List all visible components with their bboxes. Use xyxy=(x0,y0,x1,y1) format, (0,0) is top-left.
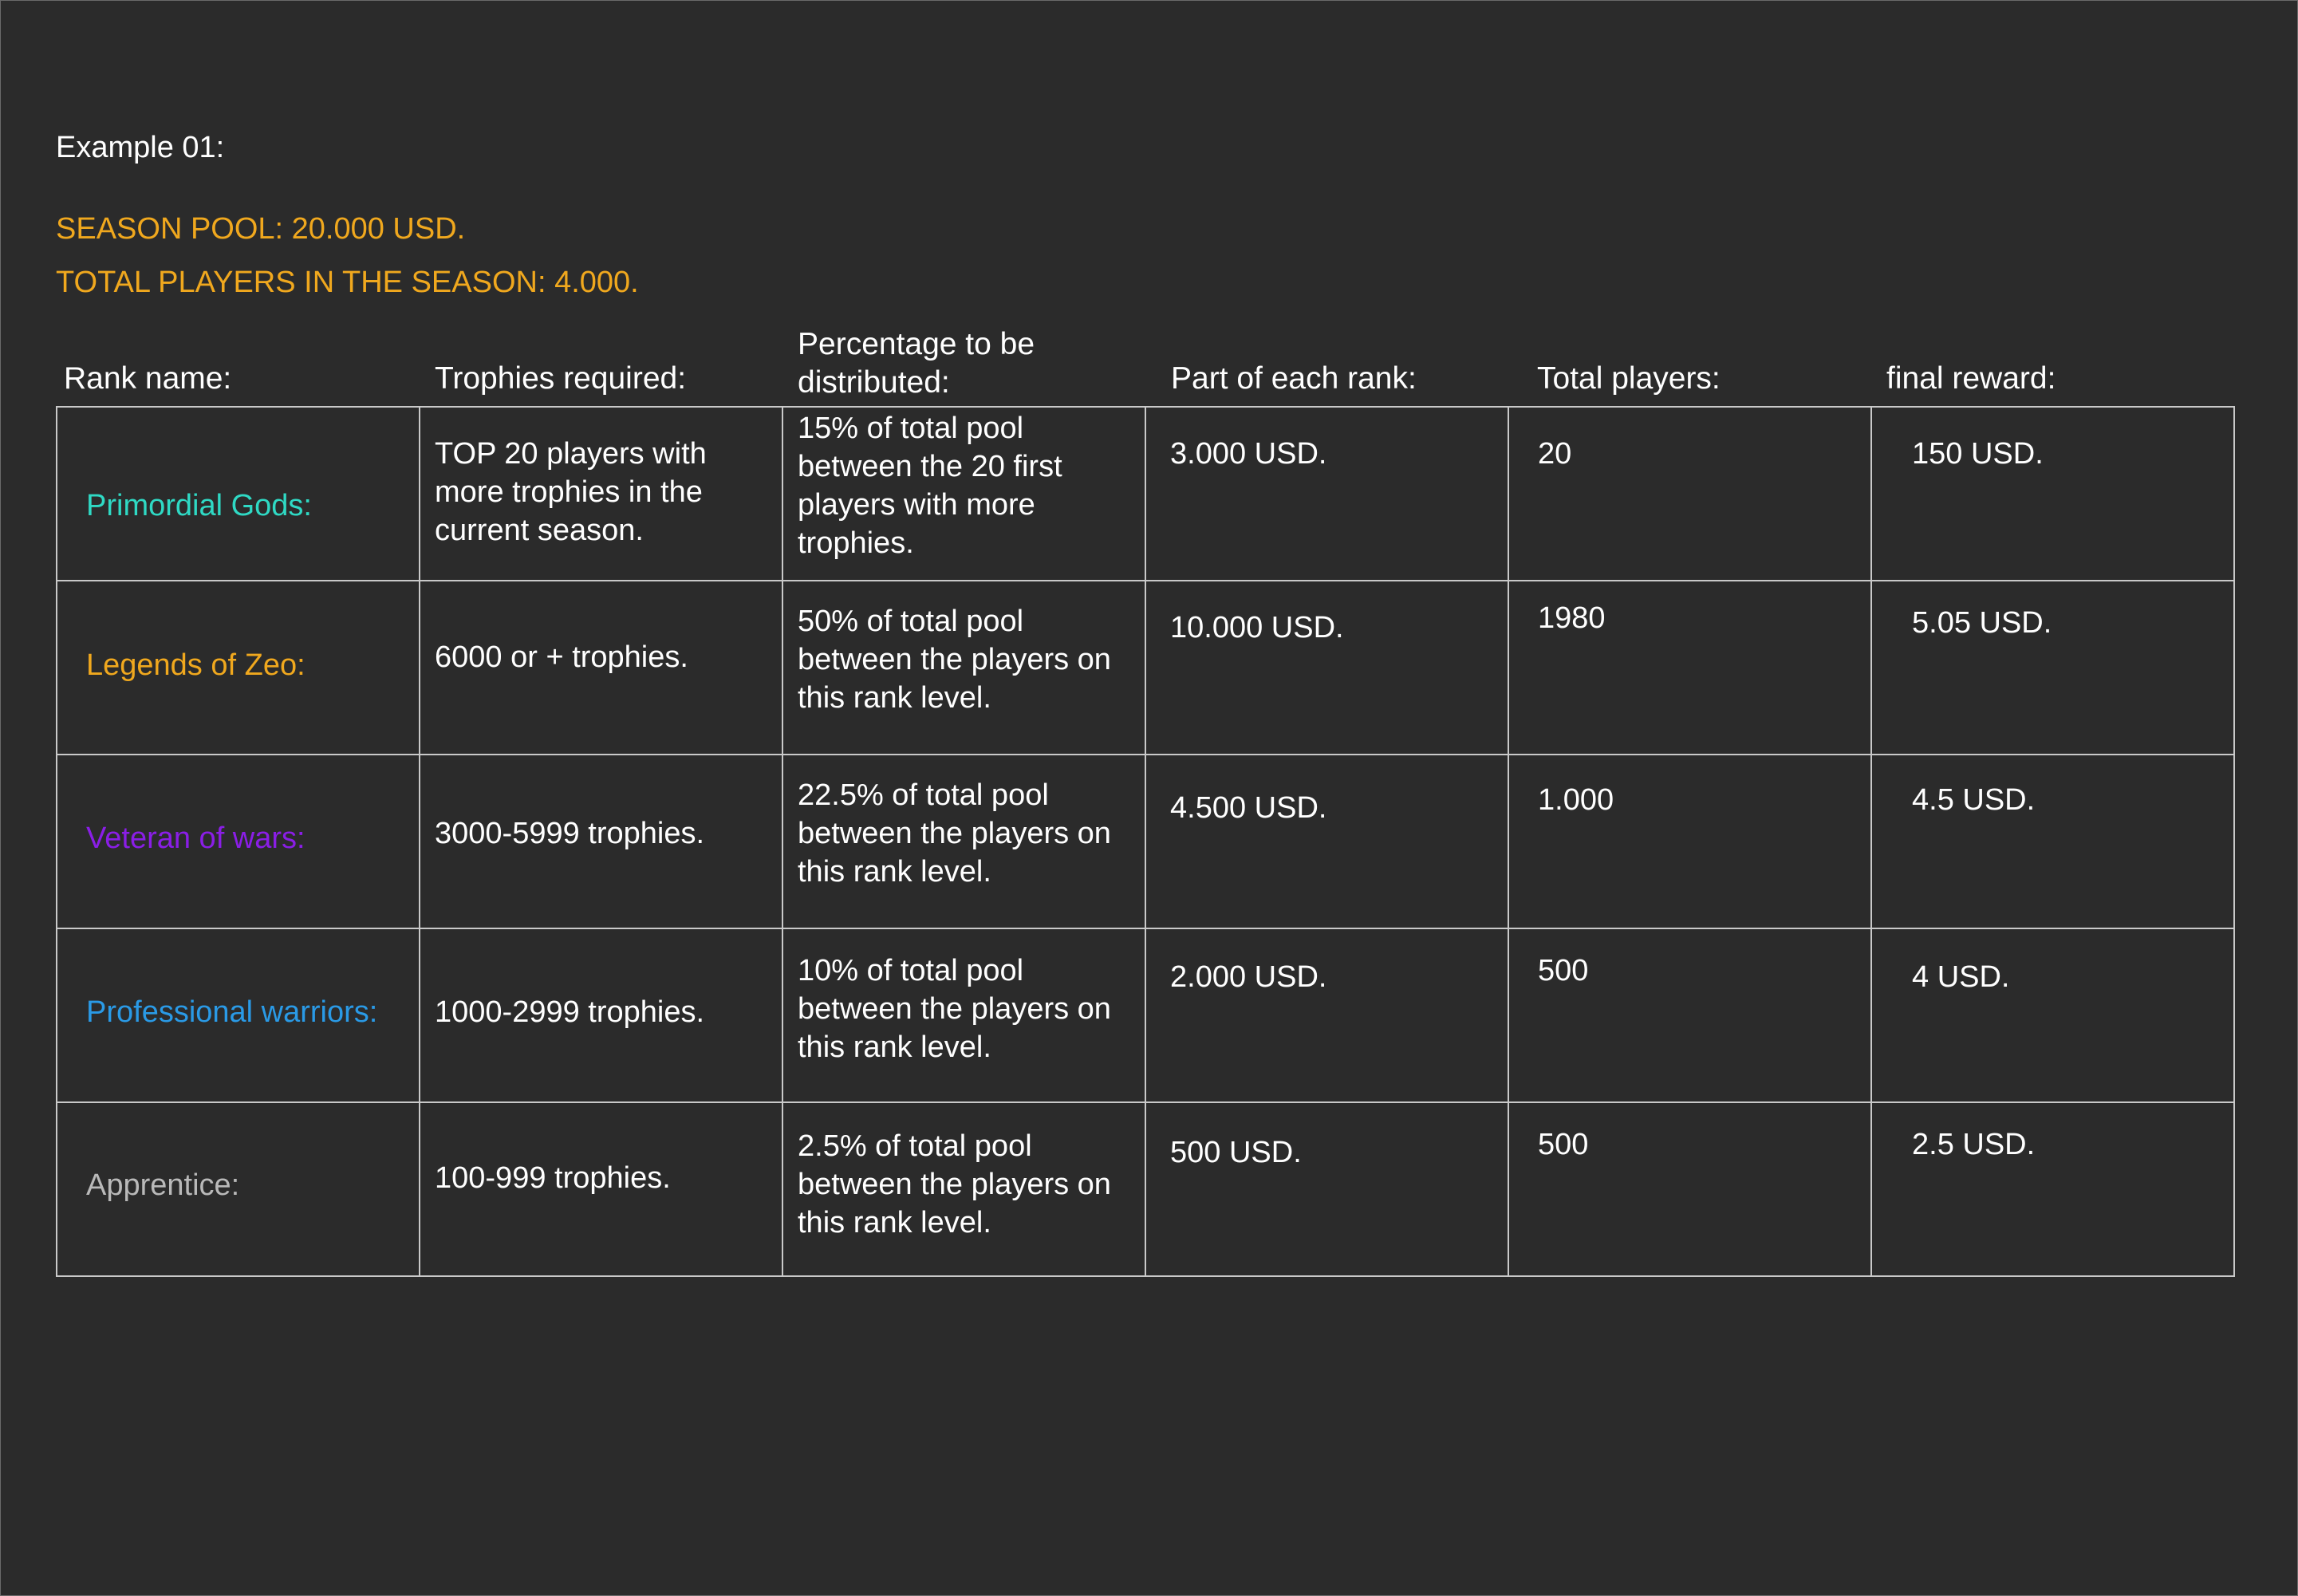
players-cell xyxy=(1508,755,1871,928)
header-rank-name: Rank name: xyxy=(64,361,232,396)
header-total-players: Total players: xyxy=(1537,361,1721,396)
reward-value: 4.5 USD. xyxy=(1912,783,2036,817)
rank-name-cell xyxy=(57,1102,420,1276)
percentage-line: 50% of total pool xyxy=(798,605,1024,638)
players-cell xyxy=(1508,407,1871,581)
reward-cell xyxy=(1871,1102,2234,1276)
players-value: 1980 xyxy=(1538,601,1606,635)
percentage-line: players with more xyxy=(798,488,1035,522)
players-cell xyxy=(1508,581,1871,755)
trophies-line: 3000-5999 trophies. xyxy=(435,817,705,850)
header-part-of-each-rank: Part of each rank: xyxy=(1171,361,1417,396)
players-cell xyxy=(1508,1102,1871,1276)
reward-value: 150 USD. xyxy=(1912,437,2044,471)
rank-name-cell xyxy=(57,407,420,581)
percentage-line: between the players on xyxy=(798,643,1111,676)
percentage-cell xyxy=(782,928,1145,1102)
percentage-line: between the players on xyxy=(798,992,1111,1026)
percentage-line: 15% of total pool xyxy=(798,412,1024,445)
table-row xyxy=(57,928,2234,1102)
part-value: 4.500 USD. xyxy=(1170,791,1327,825)
rank-name: Professional warriors: xyxy=(86,995,378,1029)
example-title: Example 01: xyxy=(56,131,225,164)
percentage-line: 22.5% of total pool xyxy=(798,778,1049,812)
reward-cell xyxy=(1871,581,2234,755)
percentage-line: this rank level. xyxy=(798,1206,991,1239)
percentage-cell xyxy=(782,581,1145,755)
rank-name-cell xyxy=(57,755,420,928)
trophies-line: 6000 or + trophies. xyxy=(435,640,688,674)
players-value: 500 xyxy=(1538,1128,1589,1161)
trophies-line: more trophies in the xyxy=(435,475,703,509)
players-value: 500 xyxy=(1538,954,1589,987)
rank-name-cell xyxy=(57,581,420,755)
part-cell xyxy=(1145,1102,1508,1276)
trophies-cell xyxy=(420,928,782,1102)
header-percentage-line2: distributed: xyxy=(798,365,950,400)
header-percentage-line1: Percentage to be xyxy=(798,327,1035,361)
rank-name: Apprentice: xyxy=(86,1168,240,1202)
trophies-line: TOP 20 players with xyxy=(435,437,707,471)
percentage-cell xyxy=(782,755,1145,928)
trophies-line: 100-999 trophies. xyxy=(435,1161,671,1195)
trophies-line: 1000-2999 trophies. xyxy=(435,995,705,1029)
part-value: 500 USD. xyxy=(1170,1136,1302,1169)
part-value: 10.000 USD. xyxy=(1170,611,1344,644)
table-row xyxy=(57,755,2234,928)
percentage-line: between the players on xyxy=(798,817,1111,850)
rank-name: Primordial Gods: xyxy=(86,489,312,522)
reward-value: 5.05 USD. xyxy=(1912,606,2052,640)
players-value: 1.000 xyxy=(1538,783,1614,817)
trophies-cell xyxy=(420,1102,782,1276)
percentage-line: between the 20 first xyxy=(798,450,1062,483)
reward-cell xyxy=(1871,928,2234,1102)
part-value: 2.000 USD. xyxy=(1170,960,1327,994)
percentage-line: this rank level. xyxy=(798,1031,991,1064)
part-cell xyxy=(1145,755,1508,928)
percentage-line: between the players on xyxy=(798,1168,1111,1201)
total-players-in-season: TOTAL PLAYERS IN THE SEASON: 4.000. xyxy=(56,266,639,299)
percentage-cell xyxy=(782,407,1145,581)
percentage-line: this rank level. xyxy=(798,855,991,889)
percentage-line: 2.5% of total pool xyxy=(798,1129,1032,1163)
rank-name: Veteran of wars: xyxy=(86,822,305,855)
header-trophies-required: Trophies required: xyxy=(435,361,687,396)
trophies-cell xyxy=(420,407,782,581)
rank-name: Legends of Zeo: xyxy=(86,648,305,682)
part-cell xyxy=(1145,928,1508,1102)
reward-cell xyxy=(1871,755,2234,928)
part-value: 3.000 USD. xyxy=(1170,437,1327,471)
rank-table xyxy=(56,406,2235,1277)
season-pool: SEASON POOL: 20.000 USD. xyxy=(56,212,466,246)
table-row xyxy=(57,1102,2234,1276)
reward-cell xyxy=(1871,407,2234,581)
trophies-cell xyxy=(420,755,782,928)
header-final-reward: final reward: xyxy=(1886,361,2056,396)
part-cell xyxy=(1145,407,1508,581)
part-cell xyxy=(1145,581,1508,755)
percentage-line: this rank level. xyxy=(798,681,991,715)
table-row xyxy=(57,581,2234,755)
reward-value: 4 USD. xyxy=(1912,960,2010,994)
percentage-line: trophies. xyxy=(798,526,914,560)
players-value: 20 xyxy=(1538,437,1572,471)
percentage-cell xyxy=(782,1102,1145,1276)
players-cell xyxy=(1508,928,1871,1102)
rank-name-cell xyxy=(57,928,420,1102)
trophies-line: current season. xyxy=(435,514,644,547)
trophies-cell xyxy=(420,581,782,755)
percentage-line: 10% of total pool xyxy=(798,954,1024,987)
reward-value: 2.5 USD. xyxy=(1912,1128,2036,1161)
table-row xyxy=(57,407,2234,581)
